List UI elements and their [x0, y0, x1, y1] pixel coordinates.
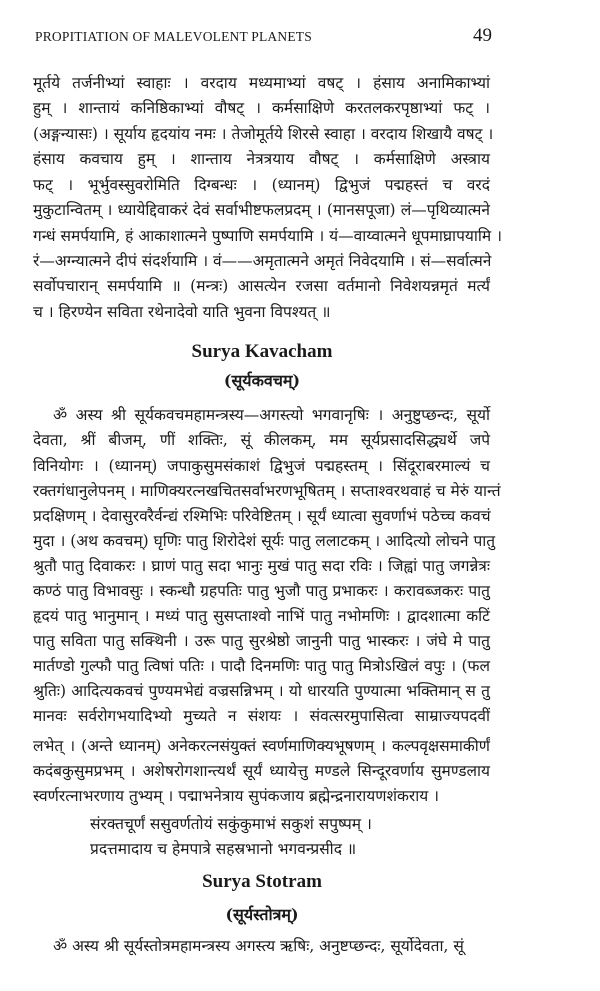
text-line: स्वर्णरत्नाभरणाय तुभ्यम् । पद्माभनेत्राय सुपंकजाय ब्रह्मेन्द्रनारायणशंकराय । [33, 787, 440, 805]
text-line: गन्धं समर्पयामि, हं आकाशात्मने पुष्पाणि समर्पयामि । यं—वाय्वात्मने धूपमाघ्रापयामि । [33, 227, 502, 245]
text-line: हंसाय कवचाय हुम् । शान्ताय नेत्रत्रयाय वौषट् । कर्मसाक्षिणे अस्त्राय [33, 150, 490, 168]
text-line: ॐ अस्य श्री सूर्यस्तोत्रमहामन्त्रस्य अगस्त्य ऋषिः, अनुष्टप्छन्दः, सूर्योदेवता, सूं [53, 937, 464, 955]
text-line: सर्वोपचारान् समर्पयामि ॥ (मन्त्रः) आसत्येन रजसा वर्तमानो निवेशयन्नमृतं मर्त्यं [33, 277, 490, 295]
text-line: मानवः सर्वरोगभयादिभ्यो मुच्यते न संशयः । संवत्सरमुपासित्वा साम्राज्यपदवीं [33, 707, 490, 725]
text-line: हृदयं पातु भानुमान् । मध्यं पातु सुसप्ताश्वो नाभिं पातु नभोमणिः । द्वादशात्मा कटिं [33, 607, 490, 625]
text-line: रं—अग्न्यात्मने दीपं संदर्शयामि । वं——अमृतात्मने अमृतं निवेदयामि । सं—सर्वात्मने [33, 252, 492, 270]
text-line: हुम् । शान्तायं कनिष्ठिकाभ्यां वौषट् । कर्मसाक्षिणे करतलकरपृष्ठाभ्यां फट् । [33, 99, 490, 117]
text-line: कदंबकुसुमप्रभम् । अशेषरोगशान्त्यर्थं सूर्यं ध्यायेत्तु मण्डले सिन्दूरवर्णाय सुमण्डलाय [33, 762, 490, 780]
text-line: पातु सविता पातु सक्थिनी । उरू पातु सुरश्रेष्ठो जानुनी पातु भास्करः । जंघे मे पातु [33, 632, 490, 650]
section-title-surya-stotram: Surya Stotram [202, 871, 322, 892]
verse-line: प्रदत्तमादाय च हेमपात्रे सहस्रभानो भगवन्प्रसीद ॥ [90, 840, 357, 858]
text-line: श्रुतिः) आदित्यकवचं पुण्यमभेद्यं वज्रसन्निभम् । यो धारयति पुण्यात्मा भक्तिमान् स तु [33, 682, 490, 700]
verse-line: संरक्तचूर्णं ससुवर्णतोयं सकुंकुमाभं सकुशं सपुष्पम् । [90, 815, 372, 833]
section-title-surya-kavacham: Surya Kavacham [191, 341, 333, 362]
text-line: श्रुतौ पातु दिवाकरः । घ्राणं पातु सदा भानुः मुखं पातु सदा रविः । जिह्वां पातु जगन्नेत्रः [33, 557, 490, 575]
text-line: रक्तगंधानुलेपनम् । माणिक्यरत्नखचितसर्वाभरणभूषितम् । सप्ताश्वरथवाहं च मेरुं यान्तं [33, 482, 501, 500]
text-line: मार्तण्डो गुल्फौ पातु त्विषां पतिः । पादौ दिनमणिः पातु पातु मित्रोऽखिलं वपुः । (फल [33, 657, 490, 675]
section-subtitle-surya-stotram: (सूर्यस्तोत्रम्) [225, 905, 299, 924]
text-line: मूर्तये तर्जनीभ्यां स्वाहाः । वरदाय मध्यमाभ्यां वषट् । हंसाय अनामिकाभ्यां [33, 74, 490, 92]
text-line: प्रदक्षिणम् । देवासुरवरैर्वन्द्यं रश्मिभिः परिवेष्टितम् । सूर्यं ध्यात्वा सुवर्णाभं पठेच्च कवचं [33, 507, 491, 525]
running-title: PROPITIATION OF MALEVOLENT PLANETS [35, 29, 312, 44]
text-line: लभेत् । (अन्ते ध्यानम्) अनेकरत्नसंयुक्तं स्वर्णमाणिक्यभूषणम् । कल्पवृक्षसमाकीर्णं [33, 737, 490, 755]
text-line: विनियोगः । (ध्यानम्) जपाकुसुमसंकाशं द्विभुजं पद्महस्तम् । सिंदूराबरमाल्यं च [33, 457, 490, 475]
text-line: फट् । भूर्भुवस्सुवरोमिति दिग्बन्धः । (ध्यानम्) द्विभुजं पद्महस्तं च वरदं [33, 176, 490, 194]
text-line: ॐ अस्य श्री सूर्यकवचमहामन्त्रस्य—अगस्त्यो भगवानृषिः । अनुष्टुप्छन्दः, सूर्यो [53, 406, 490, 424]
text-line: च । हिरण्येन सविता रथेनादेवो याति भुवना विपश्यत् ॥ [33, 303, 331, 321]
page-number: 49 [473, 25, 492, 46]
text-line: मुकुटान्वितम् । ध्यायेद्दिवाकरं देवं सर्वाभीष्टफलप्रदम् । (मानसपूजा) लं—पृथिव्यात्मने [33, 201, 490, 219]
text-line: (अङ्गन्यासः) । सूर्याय हृदयांय नमः । तेजोमूर्तये शिरसे स्वाहा । वरदाय शिखायै वषट् । [33, 125, 494, 143]
text-line: मुदा । (अथ कवचम्) घृणिः पातु शिरोदेशं सूर्यः पातु ललाटकम् । आदित्यो लोचने पातु [33, 532, 496, 550]
text-line: कण्ठं पातु विभावसुः । स्कन्धौ ग्रहपतिः पातु भुजौ पातु प्रभाकरः । करावब्जकरः पातु [33, 582, 490, 600]
text-line: देवता, श्रीं बीजम्, णीं शक्तिः, सूं कीलकम्, मम सूर्यप्रसादसिद्ध्यर्थे जपे [33, 431, 490, 449]
section-subtitle-surya-kavacham: (सूर्यकवचम्) [223, 371, 301, 390]
